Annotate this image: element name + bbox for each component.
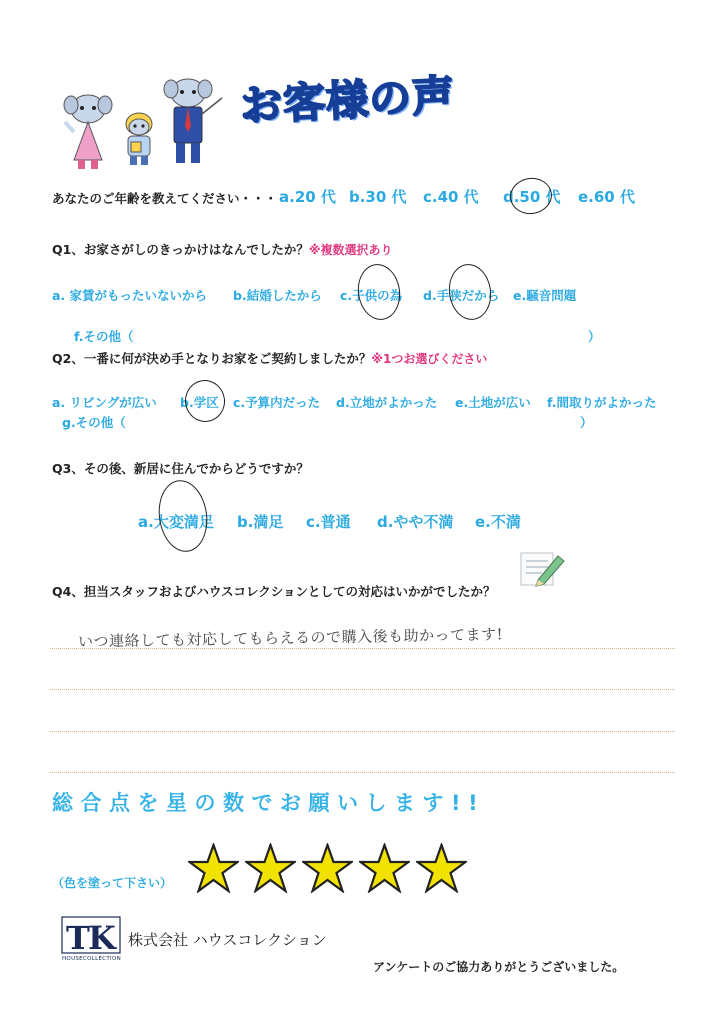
star-rating[interactable] xyxy=(188,843,467,893)
mascot-child-illustration xyxy=(117,110,161,172)
q1-option-d[interactable]: d.手狭だから xyxy=(423,288,500,303)
q4-answer-handwritten: いつ連絡しても対応してもらえるので購入後も助かってます! xyxy=(77,625,504,651)
mascot-girl-illustration xyxy=(62,92,114,176)
q2-option-c[interactable]: c.予算内だった xyxy=(233,395,321,410)
q3-option-a[interactable]: a.大変満足 xyxy=(138,513,214,531)
q2-option-b[interactable]: b.学区 xyxy=(180,395,219,410)
page-title: お客様の声 xyxy=(238,70,457,131)
q1-option-a[interactable]: a. 家賃がもったいないから xyxy=(52,288,208,303)
q2-other-label[interactable]: g.その他（ xyxy=(62,415,126,430)
q1-question-text: Q1、お家さがしのきっかけはなんでしたか？ xyxy=(52,242,309,257)
age-option-20[interactable]: a.20 代 xyxy=(279,188,336,206)
svg-text:T: T xyxy=(66,919,90,957)
q1-question xyxy=(52,240,393,258)
mascot-man-illustration xyxy=(160,76,226,172)
q1-note: ※複数選択あり xyxy=(308,243,393,257)
answer-line xyxy=(50,648,675,649)
star-icon[interactable] xyxy=(359,843,410,893)
svg-text:K: K xyxy=(88,919,116,957)
selection-circle xyxy=(508,175,555,216)
notepad-pencil-icon xyxy=(518,550,566,592)
q3-option-e[interactable]: e.不満 xyxy=(475,513,521,531)
age-question: あなたのご年齢を教えてください・・・ xyxy=(52,191,278,206)
age-option-40[interactable]: c.40 代 xyxy=(423,188,479,206)
answer-line xyxy=(50,689,675,690)
q4-question: Q4、担当スタッフおよびハウスコレクションとしての対応はいかがでしたか？ xyxy=(52,584,496,599)
q1-other-close: ） xyxy=(588,329,601,344)
rating-heading: 総合点を星の数でお願いします!! xyxy=(52,791,486,815)
thanks-message: アンケートのご協力ありがとうございました。 xyxy=(373,960,625,974)
age-option-30[interactable]: b.30 代 xyxy=(349,188,407,206)
q2-note: ※1つお選びください xyxy=(371,352,488,366)
answer-line xyxy=(50,772,675,773)
company-name: 株式会社 ハウスコレクション xyxy=(128,931,327,949)
star-icon[interactable] xyxy=(245,843,296,893)
star-icon[interactable] xyxy=(188,843,239,893)
q2-option-d[interactable]: d.立地がよかった xyxy=(336,395,438,410)
q3-option-c[interactable]: c.普通 xyxy=(306,513,351,531)
q2-question xyxy=(52,349,487,367)
q2-option-a[interactable]: a. リビングが広い xyxy=(52,395,157,410)
age-option-60[interactable]: e.60 代 xyxy=(578,188,635,206)
logo-caption: HOUSECOLLECTION xyxy=(62,956,121,962)
star-icon[interactable] xyxy=(302,843,353,893)
q2-option-e[interactable]: e.土地が広い xyxy=(455,395,531,410)
q2-question-text: Q2、一番に何が決め手となりお家をご契約しましたか？ xyxy=(52,351,372,366)
q1-option-b[interactable]: b.結婚したから xyxy=(233,288,322,303)
q1-option-e[interactable]: e.騒音問題 xyxy=(513,288,577,303)
selection-circle xyxy=(354,261,403,322)
rating-instruction: （色を塗って下さい） xyxy=(52,876,173,890)
q2-option-f[interactable]: f.間取りがよかった xyxy=(547,395,657,410)
q2-other-close: ） xyxy=(580,415,593,430)
q3-option-d[interactable]: d.やや不満 xyxy=(377,513,454,531)
q1-other-label[interactable]: f.その他（ xyxy=(74,329,134,344)
answer-line xyxy=(50,731,675,732)
q3-option-b[interactable]: b.満足 xyxy=(237,513,284,531)
selection-circle xyxy=(182,377,227,424)
q1-option-c[interactable]: c.子供の為 xyxy=(340,288,403,303)
q3-question: Q3、その後、新居に住んでからどうですか？ xyxy=(52,461,309,476)
selection-circle xyxy=(154,477,212,555)
selection-circle xyxy=(445,261,494,322)
star-icon[interactable] xyxy=(416,843,467,893)
age-option-50[interactable]: d.50 代 xyxy=(503,188,561,206)
